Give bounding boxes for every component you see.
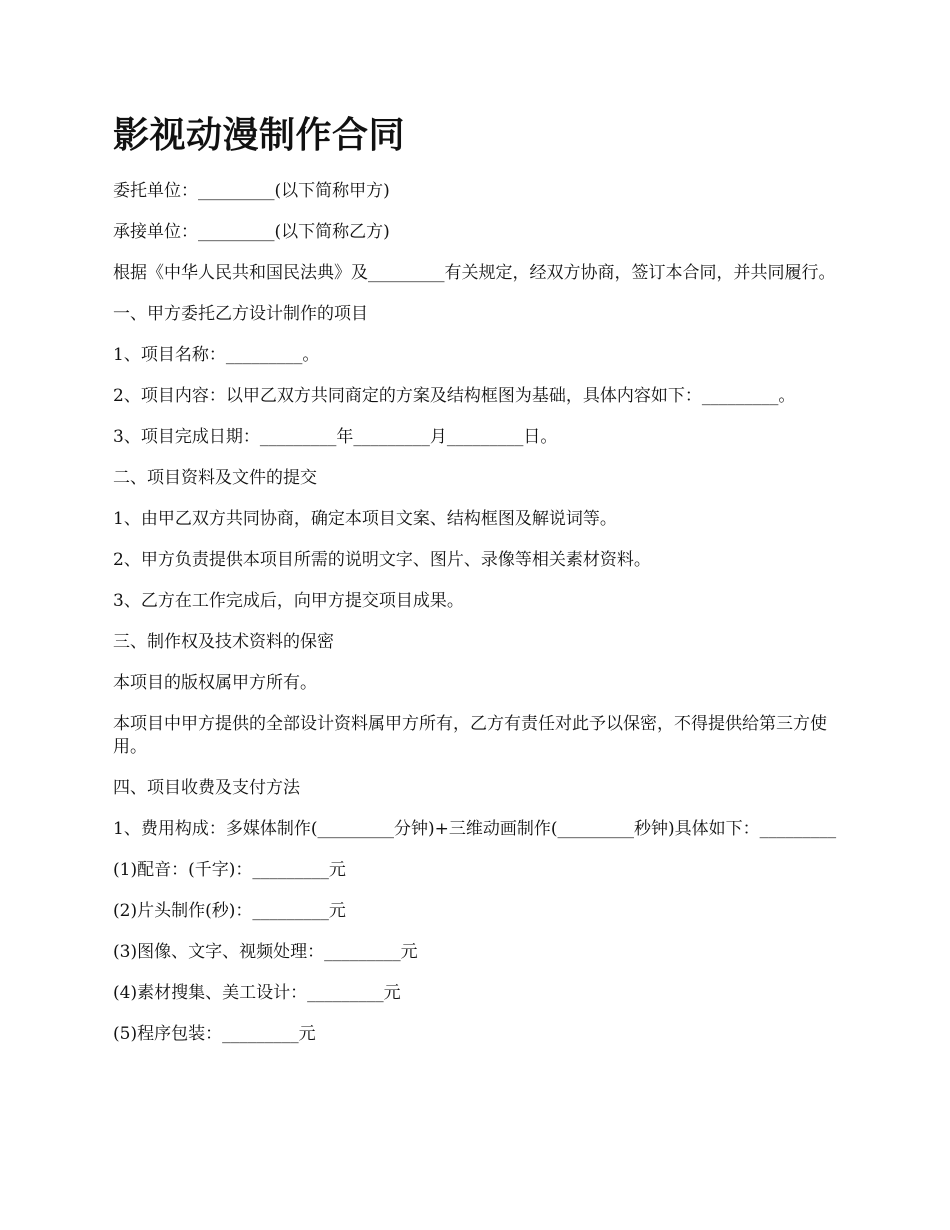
fee-item-4: (4)素材搜集、美工设计：_________元 xyxy=(113,983,401,1003)
fee-item-5: (5)程序包装：_________元 xyxy=(113,1024,316,1044)
party-a-line: 委托单位：_________(以下简称甲方) xyxy=(113,181,390,201)
preamble-paragraph: 根据《中华人民共和国民法典》及_________有关规定，经双方协商，签订本合同，并共同履行。 xyxy=(113,263,836,283)
section-heading-2: 二、项目资料及文件的提交 xyxy=(113,468,317,488)
clause-1-2: 2、项目内容：以甲乙双方共同商定的方案及结构框图为基础，具体内容如下：_________。 xyxy=(113,386,796,406)
clause-1-1: 1、项目名称：_________。 xyxy=(113,345,320,365)
fee-item-2: (2)片头制作(秒)：_________元 xyxy=(113,901,346,921)
fee-item-3: (3)图像、文字、视频处理：_________元 xyxy=(113,942,418,962)
section-heading-4: 四、项目收费及支付方法 xyxy=(113,778,300,798)
document-title: 影视动漫制作合同 xyxy=(113,115,406,156)
clause-3-2: 本项目中甲方提供的全部设计资料属甲方所有，乙方有责任对此予以保密，不得提供给第三方使用。 xyxy=(113,714,827,757)
contract-page xyxy=(113,112,853,1064)
party-b-line: 承接单位：_________(以下简称乙方) xyxy=(113,222,390,242)
clause-3-1: 本项目的版权属甲方所有。 xyxy=(113,673,317,693)
section-heading-1: 一、甲方委托乙方设计制作的项目 xyxy=(113,304,368,324)
fee-item-1: (1)配音：(千字)：_________元 xyxy=(113,860,346,880)
clause-2-3: 3、乙方在工作完成后，向甲方提交项目成果。 xyxy=(113,591,464,611)
section-heading-3: 三、制作权及技术资料的保密 xyxy=(113,632,334,652)
clause-4-1: 1、费用构成：多媒体制作(_________分钟)+三维动画制作(_________秒钟)具体如下：_________ xyxy=(113,819,837,839)
clause-2-1: 1、由甲乙双方共同协商，确定本项目文案、结构框图及解说词等。 xyxy=(113,509,617,529)
clause-1-3: 3、项目完成日期：_________年_________月_________日。 xyxy=(113,427,558,447)
clause-2-2: 2、甲方负责提供本项目所需的说明文字、图片、录像等相关素材资料。 xyxy=(113,550,651,570)
